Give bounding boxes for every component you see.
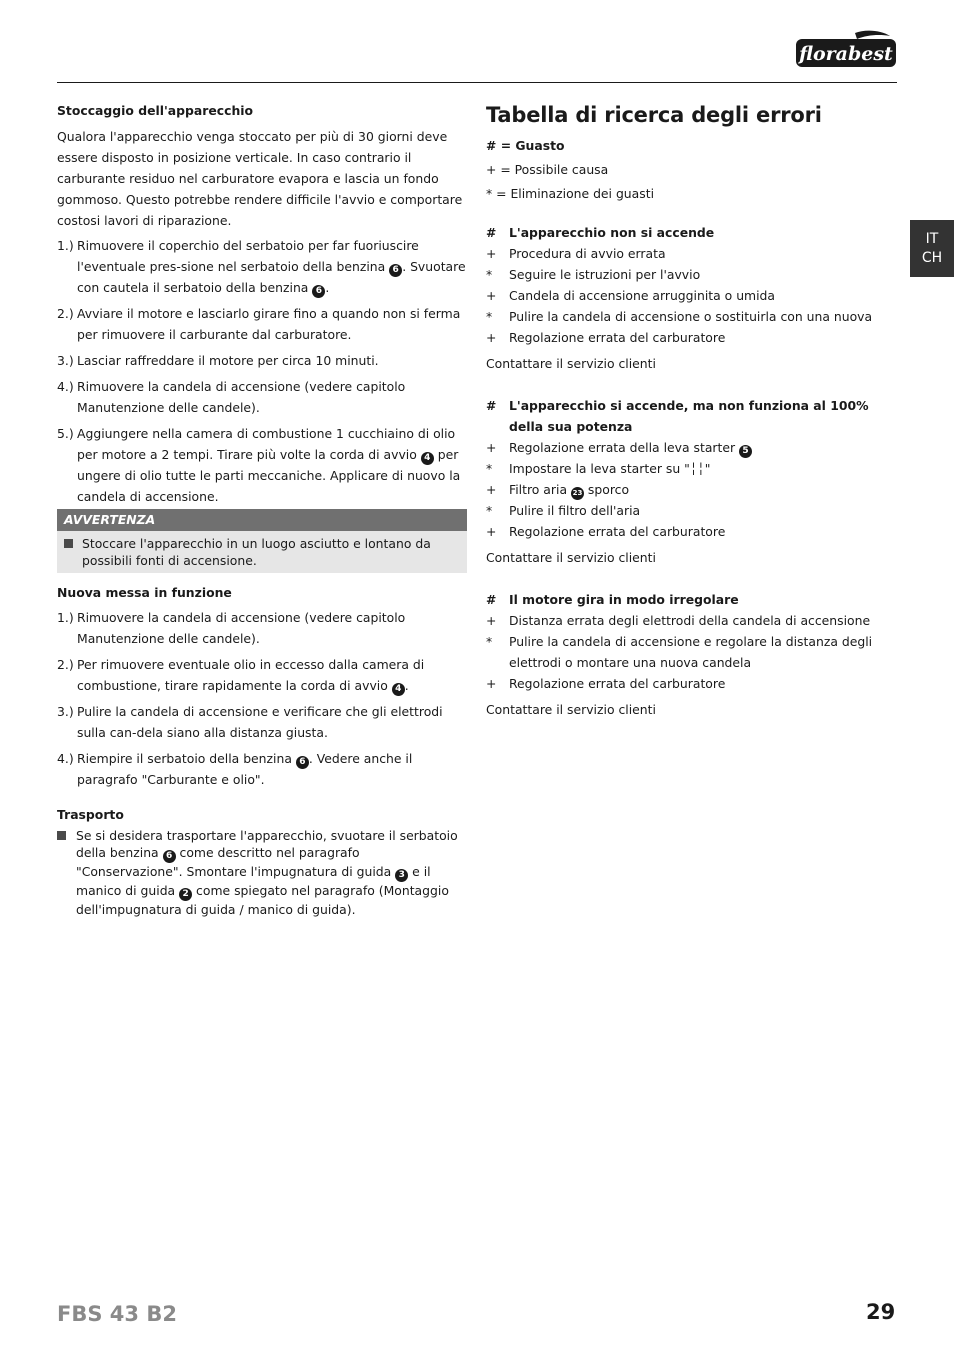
left-column (57, 100, 467, 918)
row-symbol: + (486, 482, 497, 497)
row-text: Regolazione errata del carburatore (509, 524, 726, 539)
recommission-step (57, 654, 467, 696)
lang-ch: CH (921, 250, 943, 266)
storage-title: Stoccaggio dell'apparecchio (57, 103, 254, 118)
storage-step (57, 235, 467, 298)
row-text: Filtro aria 23 sporco (509, 482, 629, 497)
row-symbol: + (486, 676, 497, 691)
storage-intro: Qualora l'apparecchio venga stoccato per più di 30 giorni deve essere disposto in posizione verticale. In caso contrario il carburante residuo nel carburatore evapora e lascia un fondo gommoso. Questo potrebbe rendere difficile l'avvio e comportare costosi lavori di riparazione. (57, 129, 463, 228)
contact-service: Contattare il servizio clienti (486, 550, 656, 565)
part-number-icon: 3 (395, 869, 408, 882)
fault-symbol: # (486, 398, 497, 413)
step-number: 4.) (57, 379, 74, 394)
row-text: Seguire le istruzioni per l'avvio (509, 267, 701, 282)
troubleshooting-legend (486, 134, 896, 206)
legend-line: # = Guasto (486, 138, 565, 153)
step-text: Per rimuovere eventuale olio in eccesso dalla camera di combustione, tirare rapidamente la corda di avvio 4 . (77, 657, 425, 694)
row-text: Regolazione errata del carburatore (509, 330, 726, 345)
step-number: 2.) (57, 306, 74, 321)
step-text: Avviare il motore e lasciarlo girare fino a quando non si ferma per rimuovere il carburante dal carburatore. (77, 306, 461, 342)
recommission-step (57, 748, 467, 790)
row-symbol: + (486, 330, 497, 345)
row-text: Procedura di avvio errata (509, 246, 666, 261)
recommission-step (57, 701, 467, 743)
row-text: Distanza errata degli elettrodi della candela di accensione (509, 613, 871, 628)
transport-title: Trasporto (57, 807, 124, 822)
square-bullet-icon (57, 831, 66, 840)
row-symbol: + (486, 440, 497, 455)
troubleshooting-title: Tabella di ricerca degli errori (486, 103, 822, 127)
fault-text: Il motore gira in modo irregolare (509, 592, 739, 607)
step-text: Rimuovere il coperchio del serbatoio per far fuoriuscire l'eventuale pres-sione nel serbatoio della benzina 6 . Svuotare con cautela il serbatoio della benzina 6 . (77, 238, 466, 296)
troubleshooting-groups (486, 222, 896, 720)
recommission-steps (57, 607, 467, 790)
cause-row (486, 673, 896, 694)
part-number-icon: 5 (739, 445, 752, 458)
row-symbol: * (486, 461, 493, 476)
cause-row (486, 243, 896, 264)
cause-row (486, 437, 896, 458)
warning-text: Stoccare l'apparecchio in un luogo asciutto e lontano da possibili fonti di accensione. (82, 536, 431, 568)
step-number: 3.) (57, 353, 74, 368)
warning-label: AVVERTENZA (57, 509, 467, 531)
brand-text: florabest (799, 43, 893, 65)
right-column (486, 100, 896, 741)
storage-step (57, 303, 467, 345)
warning-box (57, 509, 467, 573)
row-symbol: + (486, 246, 497, 261)
row-text: Regolazione errata della leva starter 5 (509, 440, 752, 455)
language-tab (910, 220, 954, 277)
cause-row (486, 610, 896, 631)
remedy-row (486, 631, 896, 673)
row-symbol: + (486, 524, 497, 539)
row-symbol: * (486, 267, 493, 282)
page-number: 29 (866, 1300, 896, 1324)
transport-item (57, 827, 467, 918)
part-number-icon: 6 (389, 264, 402, 277)
warning-body (57, 531, 467, 573)
step-text: Pulire la candela di accensione e verificare che gli elettrodi sulla can-dela siano alla distanza giusta. (77, 704, 443, 740)
step-number: 1.) (57, 610, 74, 625)
storage-steps (57, 235, 467, 507)
row-symbol: + (486, 288, 497, 303)
part-number-icon: 4 (392, 683, 405, 696)
step-number: 3.) (57, 704, 74, 719)
row-symbol: * (486, 634, 493, 649)
recommission-step (57, 607, 467, 649)
step-number: 4.) (57, 751, 74, 766)
cause-row (486, 479, 896, 500)
step-text: Lasciar raffreddare il motore per circa 10 minuti. (77, 353, 379, 368)
fault-symbol: # (486, 225, 497, 240)
legend-line: + = Possibile causa (486, 162, 609, 177)
recommission-title: Nuova messa in funzione (57, 585, 232, 600)
step-number: 2.) (57, 657, 74, 672)
step-number: 1.) (57, 238, 74, 253)
remedy-row (486, 306, 896, 327)
step-number: 5.) (57, 426, 74, 441)
part-number-icon: 2 (179, 888, 192, 901)
header-rule (57, 82, 897, 83)
fault-text: L'apparecchio si accende, ma non funziona al 100% della sua potenza (509, 398, 869, 434)
row-text: Pulire la candela di accensione o sostituirla con una nuova (509, 309, 873, 324)
storage-step (57, 423, 467, 507)
row-text: Impostare la leva starter su "╎╎" (509, 461, 711, 476)
fault-symbol: # (486, 592, 497, 607)
storage-step (57, 350, 467, 371)
step-text: Rimuovere la candela di accensione (vedere capitolo Manutenzione delle candele). (77, 379, 406, 415)
fault-heading (486, 222, 896, 243)
cause-row (486, 521, 896, 542)
step-text: Aggiungere nella camera di combustione 1 cucchiaino di olio per motore a 2 tempi. Tirare più volte la corda di avvio 4 per ungere di olio tutte le parti meccaniche. Applicare di nuovo la candela di accensione. (77, 426, 461, 504)
remedy-row (486, 264, 896, 285)
remedy-row (486, 458, 896, 479)
square-bullet-icon (64, 539, 73, 548)
remedy-row (486, 500, 896, 521)
cause-row (486, 327, 896, 348)
cause-row (486, 285, 896, 306)
contact-service: Contattare il servizio clienti (486, 702, 656, 717)
fault-heading (486, 589, 896, 610)
row-text: Regolazione errata del carburatore (509, 676, 726, 691)
part-number-icon: 6 (296, 756, 309, 769)
part-number-icon: 6 (312, 285, 325, 298)
step-text: Riempire il serbatoio della benzina 6 . Vedere anche il paragrafo "Carburante e olio". (77, 751, 413, 787)
row-text: Pulire la candela di accensione e regolare la distanza degli elettrodi o montare una nuova candela (509, 634, 873, 670)
legend-line: * = Eliminazione dei guasti (486, 186, 655, 201)
florabest-logo (795, 30, 897, 69)
row-text: Candela di accensione arrugginita o umida (509, 288, 776, 303)
part-number-icon: 4 (421, 452, 434, 465)
row-symbol: + (486, 613, 497, 628)
transport-text: Se si desidera trasportare l'apparecchio, svuotare il serbatoio della benzina 6 come descritto nel paragrafo "Conservazione". Smontare l'impugnatura di guida 3 e il manico di guida 2 come spiegato nel paragrafo (Montaggio dell'impugnatura di guida / manico di guida). (76, 828, 458, 917)
part-number-icon: 6 (163, 850, 176, 863)
step-text: Rimuovere la candela di accensione (vedere capitolo Manutenzione delle candele). (77, 610, 406, 646)
row-symbol: * (486, 309, 493, 324)
model-name: FBS 43 B2 (57, 1302, 177, 1326)
contact-service: Contattare il servizio clienti (486, 356, 656, 371)
lang-it: IT (925, 231, 939, 247)
row-symbol: * (486, 503, 493, 518)
row-text: Pulire il filtro dell'aria (509, 503, 641, 518)
fault-group (486, 589, 896, 720)
fault-heading (486, 395, 896, 437)
fault-group (486, 395, 896, 568)
storage-step (57, 376, 467, 418)
part-number-icon: 23 (571, 487, 584, 500)
fault-group (486, 222, 896, 374)
fault-text: L'apparecchio non si accende (509, 225, 715, 240)
